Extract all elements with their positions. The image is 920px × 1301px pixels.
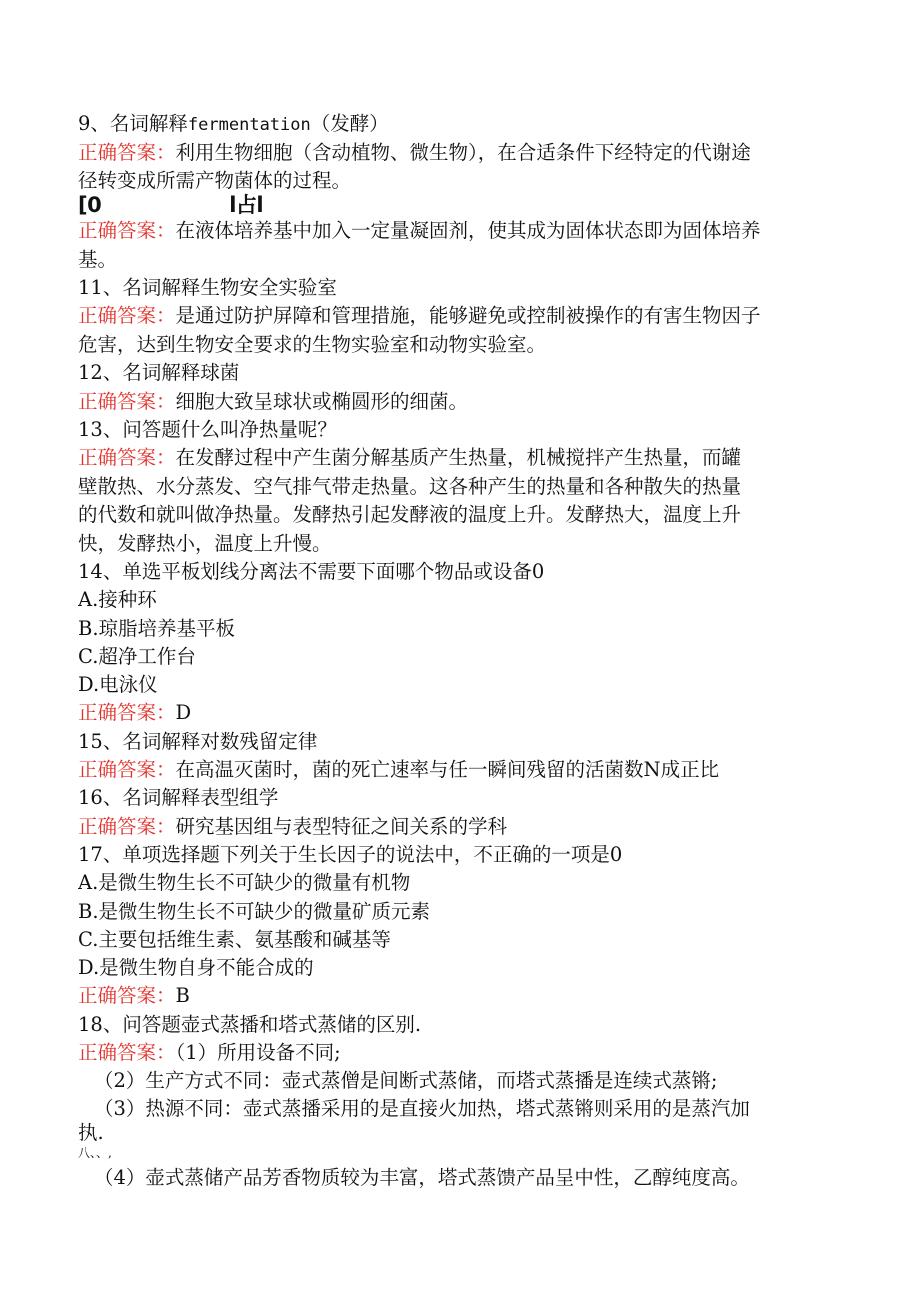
q13-answer-line3: 的代数和就叫做净热量。发酵热引起发酵液的温度上升。发酵热大，温度上升 <box>78 503 742 526</box>
q17-option-c: C.主要包括维生素、氨基酸和碱基等 <box>78 928 391 951</box>
q10-answer-line2: 基。 <box>78 248 118 271</box>
q11-question: 11、名词解释生物安全实验室 <box>78 276 337 299</box>
q10-answer-line1: 正确答案：在液体培养基中加入一定量凝固剂，使其成为固体状态即为固体培养 <box>78 219 761 242</box>
q18-answer-line3: （3）热源不同：壶式蒸播采用的是直接火加热，塔式蒸锵则采用的是蒸汽加 <box>94 1097 750 1120</box>
q18-answer-line4: 执. <box>78 1121 104 1144</box>
q14-question: 14、单选平板划线分离法不需要下面哪个物品或设备0 <box>78 560 545 583</box>
q17-question: 17、单项选择题下列关于生长因子的说法中，不正确的一项是0 <box>78 843 623 866</box>
q11-answer-line1: 正确答案：是通过防护屏障和管理措施，能够避免或控制被操作的有害生物因子 <box>78 304 761 327</box>
answer-label: 正确答案： <box>78 701 176 724</box>
q18-answer-line5: （4）壶式蒸储产品芳香物质较为丰富，塔式蒸馈产品呈中性，乙醇纯度高。 <box>94 1166 750 1189</box>
answer-label: 正确答案： <box>78 758 176 781</box>
q15-question: 15、名词解释对数残留定律 <box>78 730 318 753</box>
answer-label: 正确答案： <box>78 141 176 164</box>
q14-option-d: D.电泳仪 <box>78 673 158 696</box>
q13-answer-line4: 快，发酵热小，温度上升慢。 <box>78 532 332 555</box>
q9-term: fermentation <box>187 115 311 135</box>
q17-option-b: B.是微生物生长不可缺少的微量矿质元素 <box>78 900 431 923</box>
q17-option-d: D.是微生物自身不能合成的 <box>78 956 314 979</box>
q15-answer-line1: 正确答案：在高温灭菌时，菌的死亡速率与任一瞬间残留的活菌数N成正比 <box>78 758 720 781</box>
q14-answer: 正确答案：D <box>78 701 192 724</box>
q13-answer-line1: 正确答案：在发酵过程中产生菌分解基质产生热量，机械搅拌产生热量，而罐 <box>78 446 742 469</box>
q10-question-garbled: [0 l占l <box>78 193 264 217</box>
q17-answer: 正确答案：B <box>78 984 190 1007</box>
q14-option-a: A.接种环 <box>78 588 157 611</box>
q11-answer-line2: 危害，达到生物安全要求的生物实验室和动物实验室。 <box>78 333 547 356</box>
q13-answer-line2: 壁散热、水分蒸发、空气排气带走热量。这各种产生的热量和各种散失的热量 <box>78 475 742 498</box>
q14-option-b: B.琼脂培养基平板 <box>78 617 236 640</box>
q9-question: 9、名词解释fermentation（发酵） <box>78 112 389 135</box>
q9-answer-line1: 正确答案：利用生物细胞（含动植物、微生物），在合适条件下经特定的代谢途 <box>78 141 751 164</box>
q14-option-c: C.超净工作台 <box>78 645 196 668</box>
answer-label: 正确答案： <box>78 815 176 838</box>
q16-answer-line1: 正确答案：研究基因组与表型特征之间关系的学科 <box>78 815 508 838</box>
answer-label: 正确答案： <box>78 446 176 469</box>
q13-question: 13、问答题什么叫净热量呢？ <box>78 418 337 441</box>
answer-label: 正确答案： <box>78 390 176 413</box>
q9-answer-line2: 径转变成所需产物菌体的过程。 <box>78 169 352 192</box>
q18-question: 18、问答题壶式蒸播和塔式蒸储的区别. <box>78 1013 422 1036</box>
q18-answer-line1: 正确答案：（1）所用设备不同; <box>78 1041 341 1064</box>
q18-scan-artifact: 八、、, <box>78 1146 112 1160</box>
q16-question: 16、名词解释表型组学 <box>78 786 279 809</box>
answer-label: 正确答案： <box>78 219 176 242</box>
q12-answer-line1: 正确答案：细胞大致呈球状或椭圆形的细菌。 <box>78 390 469 413</box>
answer-label: 正确答案： <box>78 304 176 327</box>
answer-label: 正确答案： <box>78 984 176 1007</box>
q17-option-a: A.是微生物生长不可缺少的微量有机物 <box>78 871 411 894</box>
answer-label: 正确答案： <box>78 1041 176 1064</box>
q12-question: 12、名词解释球菌 <box>78 361 240 384</box>
q18-answer-line2: （2）生产方式不同：壶式蒸僧是间断式蒸储，而塔式蒸播是连续式蒸锵; <box>94 1069 718 1092</box>
